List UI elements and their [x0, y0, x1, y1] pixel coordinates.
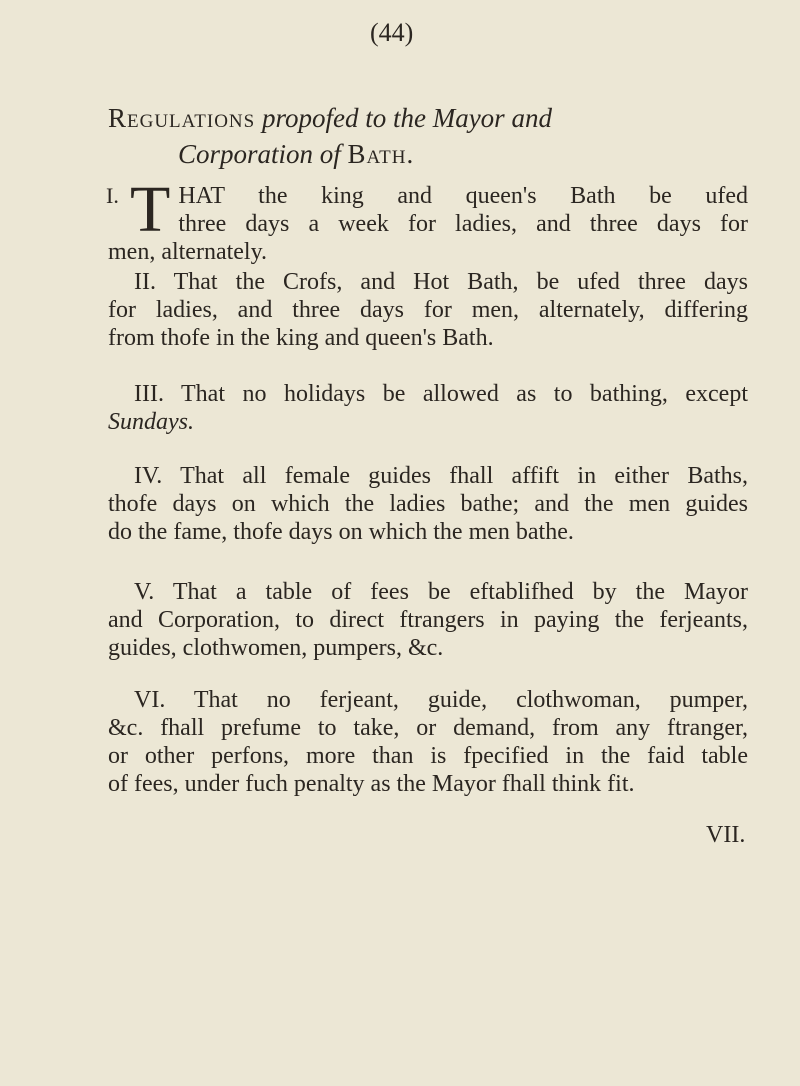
text-line: IV. That all female guides fhall affift in either Baths, [134, 463, 748, 489]
text-line: guides, clothwomen, pumpers, &c. [108, 635, 444, 661]
title-regulations: Regulations [108, 103, 256, 133]
text-line: or other perfons, more than is fpecified in the faid table [108, 743, 748, 769]
regulation-5 [108, 578, 748, 662]
regulation-2 [108, 268, 748, 352]
regulation-4 [108, 462, 748, 546]
regulation-6 [108, 686, 748, 798]
text-line: VI. That no ferjeant, guide, clothwoman, pumper, [134, 687, 748, 713]
title-bath: Bath. [347, 139, 415, 169]
text-line: of fees, under fuch penalty as the Mayor fhall think fit. [108, 771, 635, 797]
text-line: &c. fhall prefume to take, or demand, from any ftranger, [108, 715, 748, 741]
text-line: HAT the king and queen's Bath be ufed [178, 183, 748, 209]
regulation-1 [106, 173, 748, 266]
text-line: thofe days on which the ladies bathe; and the men guides [108, 491, 748, 517]
drop-cap: T [130, 173, 171, 246]
text-line: V. That a table of fees be eftablifhed by the Mayor [134, 579, 748, 605]
text-line: for ladies, and three days for men, alternately, differing [108, 297, 748, 323]
regulation-3 [108, 380, 748, 436]
text-line: Sundays. [108, 409, 194, 435]
page-title [108, 100, 768, 172]
title-italic-2: Corporation of [178, 139, 341, 169]
text-line: from thofe in the king and queen's Bath. [108, 325, 494, 351]
regulation-number: I. [106, 183, 119, 208]
text-line: II. That the Crofs, and Hot Bath, be ufed three days [134, 269, 748, 295]
text-line: and Corporation, to direct ftrangers in paying the ferjeants, [108, 607, 748, 633]
title-italic: propofed to the Mayor and [261, 103, 552, 133]
text-line: III. That no holidays be allowed as to bathing, except [134, 381, 748, 407]
catchword: VII. [706, 822, 746, 848]
page-number: (44) [370, 18, 414, 47]
text-line: men, alternately. [108, 239, 268, 265]
text-line: do the fame, thofe days on which the men bathe. [108, 519, 574, 545]
text-line: three days a week for ladies, and three days for [178, 211, 748, 237]
